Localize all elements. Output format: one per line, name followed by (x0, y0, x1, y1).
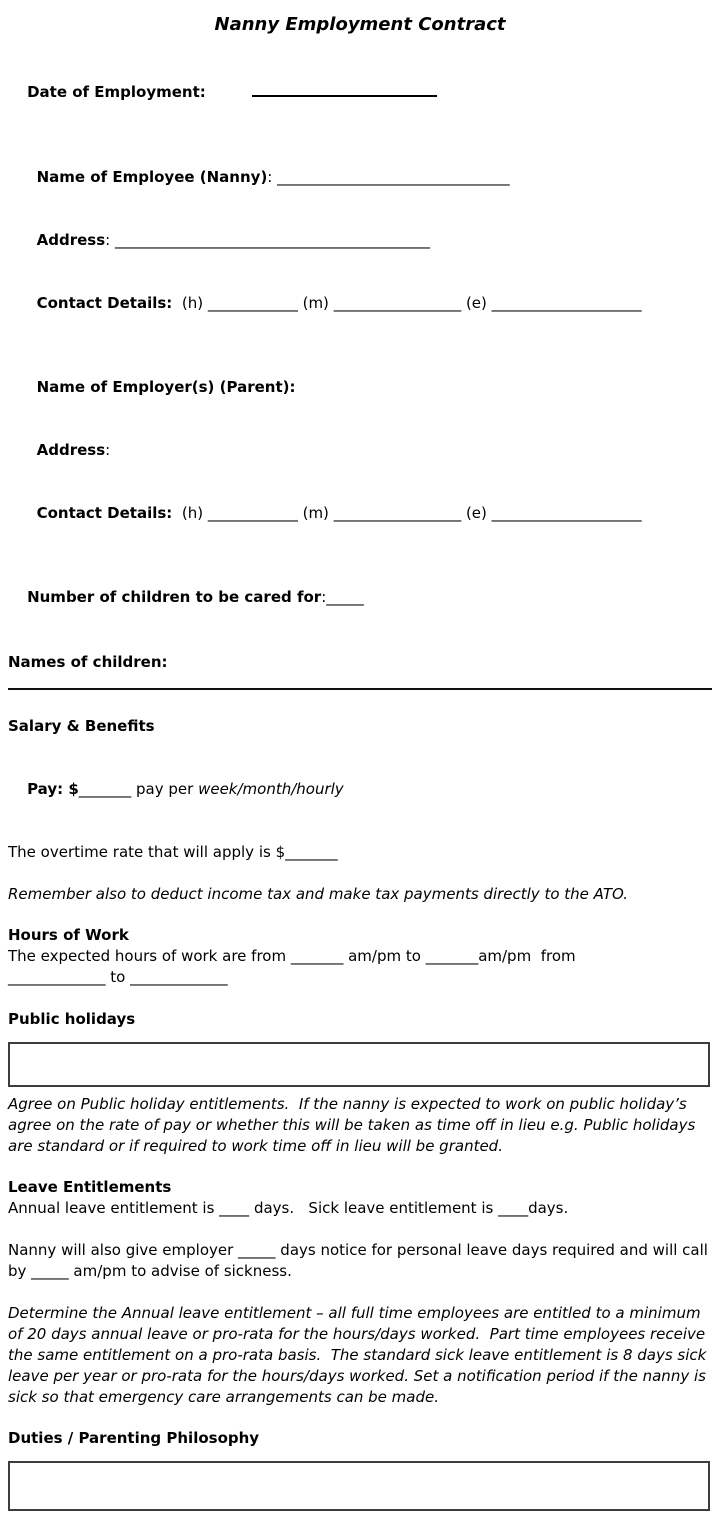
employer-contact-email-blank: ____________________ (491, 504, 642, 522)
pay-row (8, 758, 712, 821)
employer-contact-mobile-blank: _________________ (333, 504, 462, 522)
employer-contact-home-prefix: (h) (172, 504, 208, 522)
employee-name-separator: : (267, 168, 278, 186)
public-holidays-note: Agree on Public holiday entitlements. If the nanny is expected to work on public holiday’s agree on the rate of pay or whether this will be taken as time off in lieu e.g. Public holidays are standard or if required to work time off in lieu will be granted. (8, 1095, 701, 1155)
public-holidays-block (8, 1009, 712, 1157)
public-holidays-heading: Public holidays (8, 1010, 136, 1028)
employee-address-separator: : (105, 231, 115, 249)
employee-address-row (8, 209, 712, 272)
duties-heading: Duties / Parenting Philosophy (8, 1429, 260, 1447)
employee-contact-home-prefix: (h) (172, 294, 208, 312)
employer-contact-email-prefix: (e) (461, 504, 492, 522)
employer-contact-mobile-prefix: (m) (297, 504, 334, 522)
employer-name-row (8, 356, 712, 419)
employee-contact-mobile-prefix: (m) (297, 294, 334, 312)
leave-entitlement-row: Annual leave entitlement is ____ days. Sick leave entitlement is ____days. (8, 1199, 569, 1217)
employer-contact-label: Contact Details: (36, 504, 173, 522)
employer-name-label: Name of Employer(s) (Parent): (36, 378, 296, 396)
children-count-row (8, 566, 712, 629)
children-names-blank-rule (8, 688, 712, 690)
hours-of-work-heading: Hours of Work (8, 926, 129, 944)
employee-name-label: Name of Employee (Nanny) (36, 168, 268, 186)
tax-note: Remember also to deduct income tax and make tax payments directly to the ATO. (8, 885, 628, 903)
employer-contact-home-blank: ____________ (207, 504, 298, 522)
employee-name-row (8, 146, 712, 209)
leave-note: Determine the Annual leave entitlement – all full time employees are entitled to a minimum of 20 days annual leave or pro-rata for the hours/days worked. Part time employees receive the same entitlement on a pro-rata basis. The standard sick leave entitlement is 8 days sick leave per year or pro-rata for the hours/days worked. Set a notification period if the nanny is sick so that emergency care arrangements can be made. (8, 1304, 712, 1406)
employee-name-blank: _______________________________ (277, 168, 510, 186)
employee-contact-email-blank: ____________________ (491, 294, 642, 312)
date-of-employment-label: Date of Employment: (27, 83, 206, 101)
employee-contact-email-prefix: (e) (461, 294, 492, 312)
employee-address-blank: __________________________________________ (114, 231, 430, 249)
pay-label: Pay: $ (27, 780, 79, 798)
children-count-blank: _____ (326, 588, 364, 606)
leave-notice-row: Nanny will also give employer _____ days notice for personal leave days required and will call by _____ am/pm to advise of sickness. (8, 1241, 713, 1280)
children-names-label: Names of children: (8, 653, 168, 671)
page-title: Nanny Employment Contract (214, 14, 506, 35)
employee-details-block (8, 146, 712, 335)
pay-amount-blank: _______ (78, 780, 132, 798)
hours-of-work-line1: The expected hours of work are from _______ am/pm to _______am/pm from (8, 947, 576, 965)
employer-contact-row (8, 482, 712, 545)
public-holidays-answer-box (8, 1042, 710, 1087)
employer-address-label: Address (36, 441, 106, 459)
employer-address-separator: : (105, 441, 111, 459)
employee-contact-label: Contact Details: (36, 294, 173, 312)
children-count-separator: : (321, 588, 327, 606)
salary-benefits-heading: Salary & Benefits (8, 717, 155, 735)
pay-period-options: week/month/hourly (198, 780, 344, 798)
date-of-employment-blank (252, 81, 437, 97)
hours-of-work-block (8, 925, 712, 988)
overtime-row: The overtime rate that will apply is $_______ (8, 843, 338, 861)
children-names-block (8, 652, 712, 690)
leave-entitlements-heading: Leave Entitlements (8, 1178, 172, 1196)
hours-of-work-line2: _____________ to _____________ (8, 968, 228, 986)
date-of-employment-row (8, 60, 712, 124)
employer-details-block (8, 356, 712, 545)
employee-contact-row (8, 272, 712, 335)
duties-block (8, 1428, 712, 1511)
employee-address-label: Address (36, 231, 106, 249)
children-count-label: Number of children to be cared for (27, 588, 322, 606)
pay-per-text: pay per (131, 780, 199, 798)
employer-address-row (8, 419, 712, 482)
employee-contact-mobile-blank: _________________ (333, 294, 462, 312)
duties-answer-box (8, 1461, 710, 1511)
leave-entitlements-block (8, 1177, 712, 1219)
employee-contact-home-blank: ____________ (207, 294, 298, 312)
